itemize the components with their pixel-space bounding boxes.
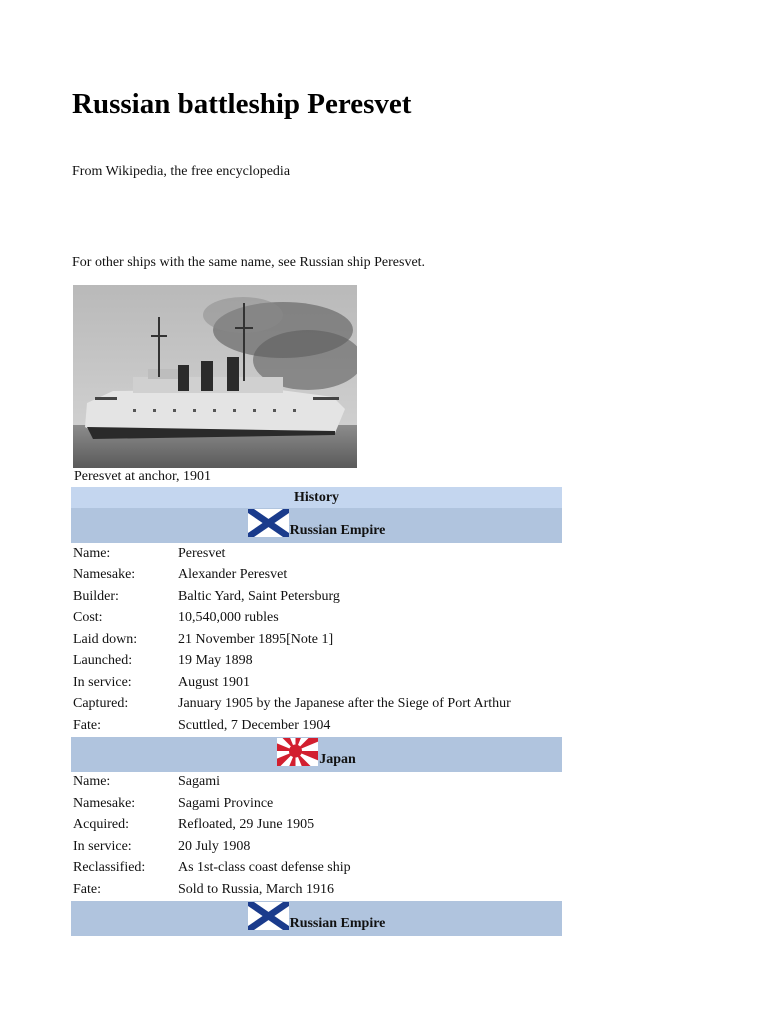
row-value: Sold to Russia, March 1916 <box>178 881 334 897</box>
infobox-row <box>71 836 562 858</box>
row-label: Reclassified: <box>73 860 146 876</box>
infobox-row <box>71 715 562 737</box>
row-value: 10,540,000 rubles <box>178 610 279 626</box>
infobox-row <box>71 651 562 673</box>
row-label: Namesake: <box>73 795 136 811</box>
row-label: In service: <box>73 838 132 854</box>
row-value: 21 November 1895[Note 1] <box>178 631 334 647</box>
row-value: Refloated, 29 June 1905 <box>178 817 315 833</box>
page-title: Russian battleship Peresvet <box>72 88 412 120</box>
row-label: Launched: <box>73 653 133 669</box>
row-label: Fate: <box>73 881 101 897</box>
infobox-row <box>71 858 562 880</box>
section-cell <box>71 737 562 772</box>
row-label: Cost: <box>73 610 103 626</box>
infobox-row <box>71 793 562 815</box>
infobox-row <box>71 772 562 794</box>
row-label: Fate: <box>73 717 101 733</box>
rising-sun-flag-icon[interactable] <box>277 738 319 766</box>
infobox-row <box>71 543 562 565</box>
row-value: August 1901 <box>178 674 250 690</box>
section-cell <box>71 901 562 936</box>
row-value: Alexander Peresvet <box>178 567 288 583</box>
row-label: Captured: <box>73 696 129 712</box>
infobox-row <box>71 586 562 608</box>
infobox-row <box>71 815 562 837</box>
hatnote: For other ships with the same name, see Russian ship Peresvet. <box>72 255 426 270</box>
infobox-row <box>71 879 562 901</box>
row-value: Scuttled, 7 December 1904 <box>178 717 331 733</box>
nation-label[interactable]: Japan <box>319 751 356 767</box>
st-andrew-flag-icon[interactable] <box>248 509 290 537</box>
row-label: Laid down: <box>73 631 138 647</box>
infobox-history-header <box>71 487 562 508</box>
infobox-row <box>71 629 562 651</box>
history-label: History <box>71 487 562 508</box>
row-label: Name: <box>73 774 111 790</box>
infobox-row <box>71 565 562 587</box>
row-label: Name: <box>73 545 111 561</box>
ship-photo-image <box>73 285 357 468</box>
row-value: 20 July 1908 <box>178 838 251 854</box>
row-label: In service: <box>73 674 132 690</box>
infobox <box>71 487 562 936</box>
infobox-section-2 <box>71 901 562 936</box>
nation-label[interactable]: Russian Empire <box>289 915 386 931</box>
nation-label[interactable]: Russian Empire <box>289 523 386 538</box>
row-value: Peresvet <box>178 545 226 561</box>
row-value: Sagami <box>178 774 220 790</box>
st-andrew-flag-icon[interactable] <box>248 902 290 930</box>
infobox-row <box>71 694 562 716</box>
row-value: Baltic Yard, Saint Petersburg <box>178 588 340 604</box>
row-label: Acquired: <box>73 817 129 833</box>
ship-photo[interactable] <box>73 285 357 468</box>
tagline: From Wikipedia, the free encyclopedia <box>72 164 291 179</box>
row-value: Sagami Province <box>178 795 274 811</box>
row-value: As 1st-class coast defense ship <box>178 860 351 876</box>
section-cell <box>71 508 562 543</box>
infobox-row <box>71 608 562 630</box>
row-value: 19 May 1898 <box>178 653 253 669</box>
row-value: January 1905 by the Japanese after the Siege of Port Arthur <box>178 696 511 712</box>
infobox-section-0 <box>71 508 562 543</box>
row-label: Namesake: <box>73 567 136 583</box>
infobox-row <box>71 672 562 694</box>
row-label: Builder: <box>73 588 119 604</box>
infobox-section-1 <box>71 737 562 772</box>
photo-caption: Peresvet at anchor, 1901 <box>74 469 212 484</box>
